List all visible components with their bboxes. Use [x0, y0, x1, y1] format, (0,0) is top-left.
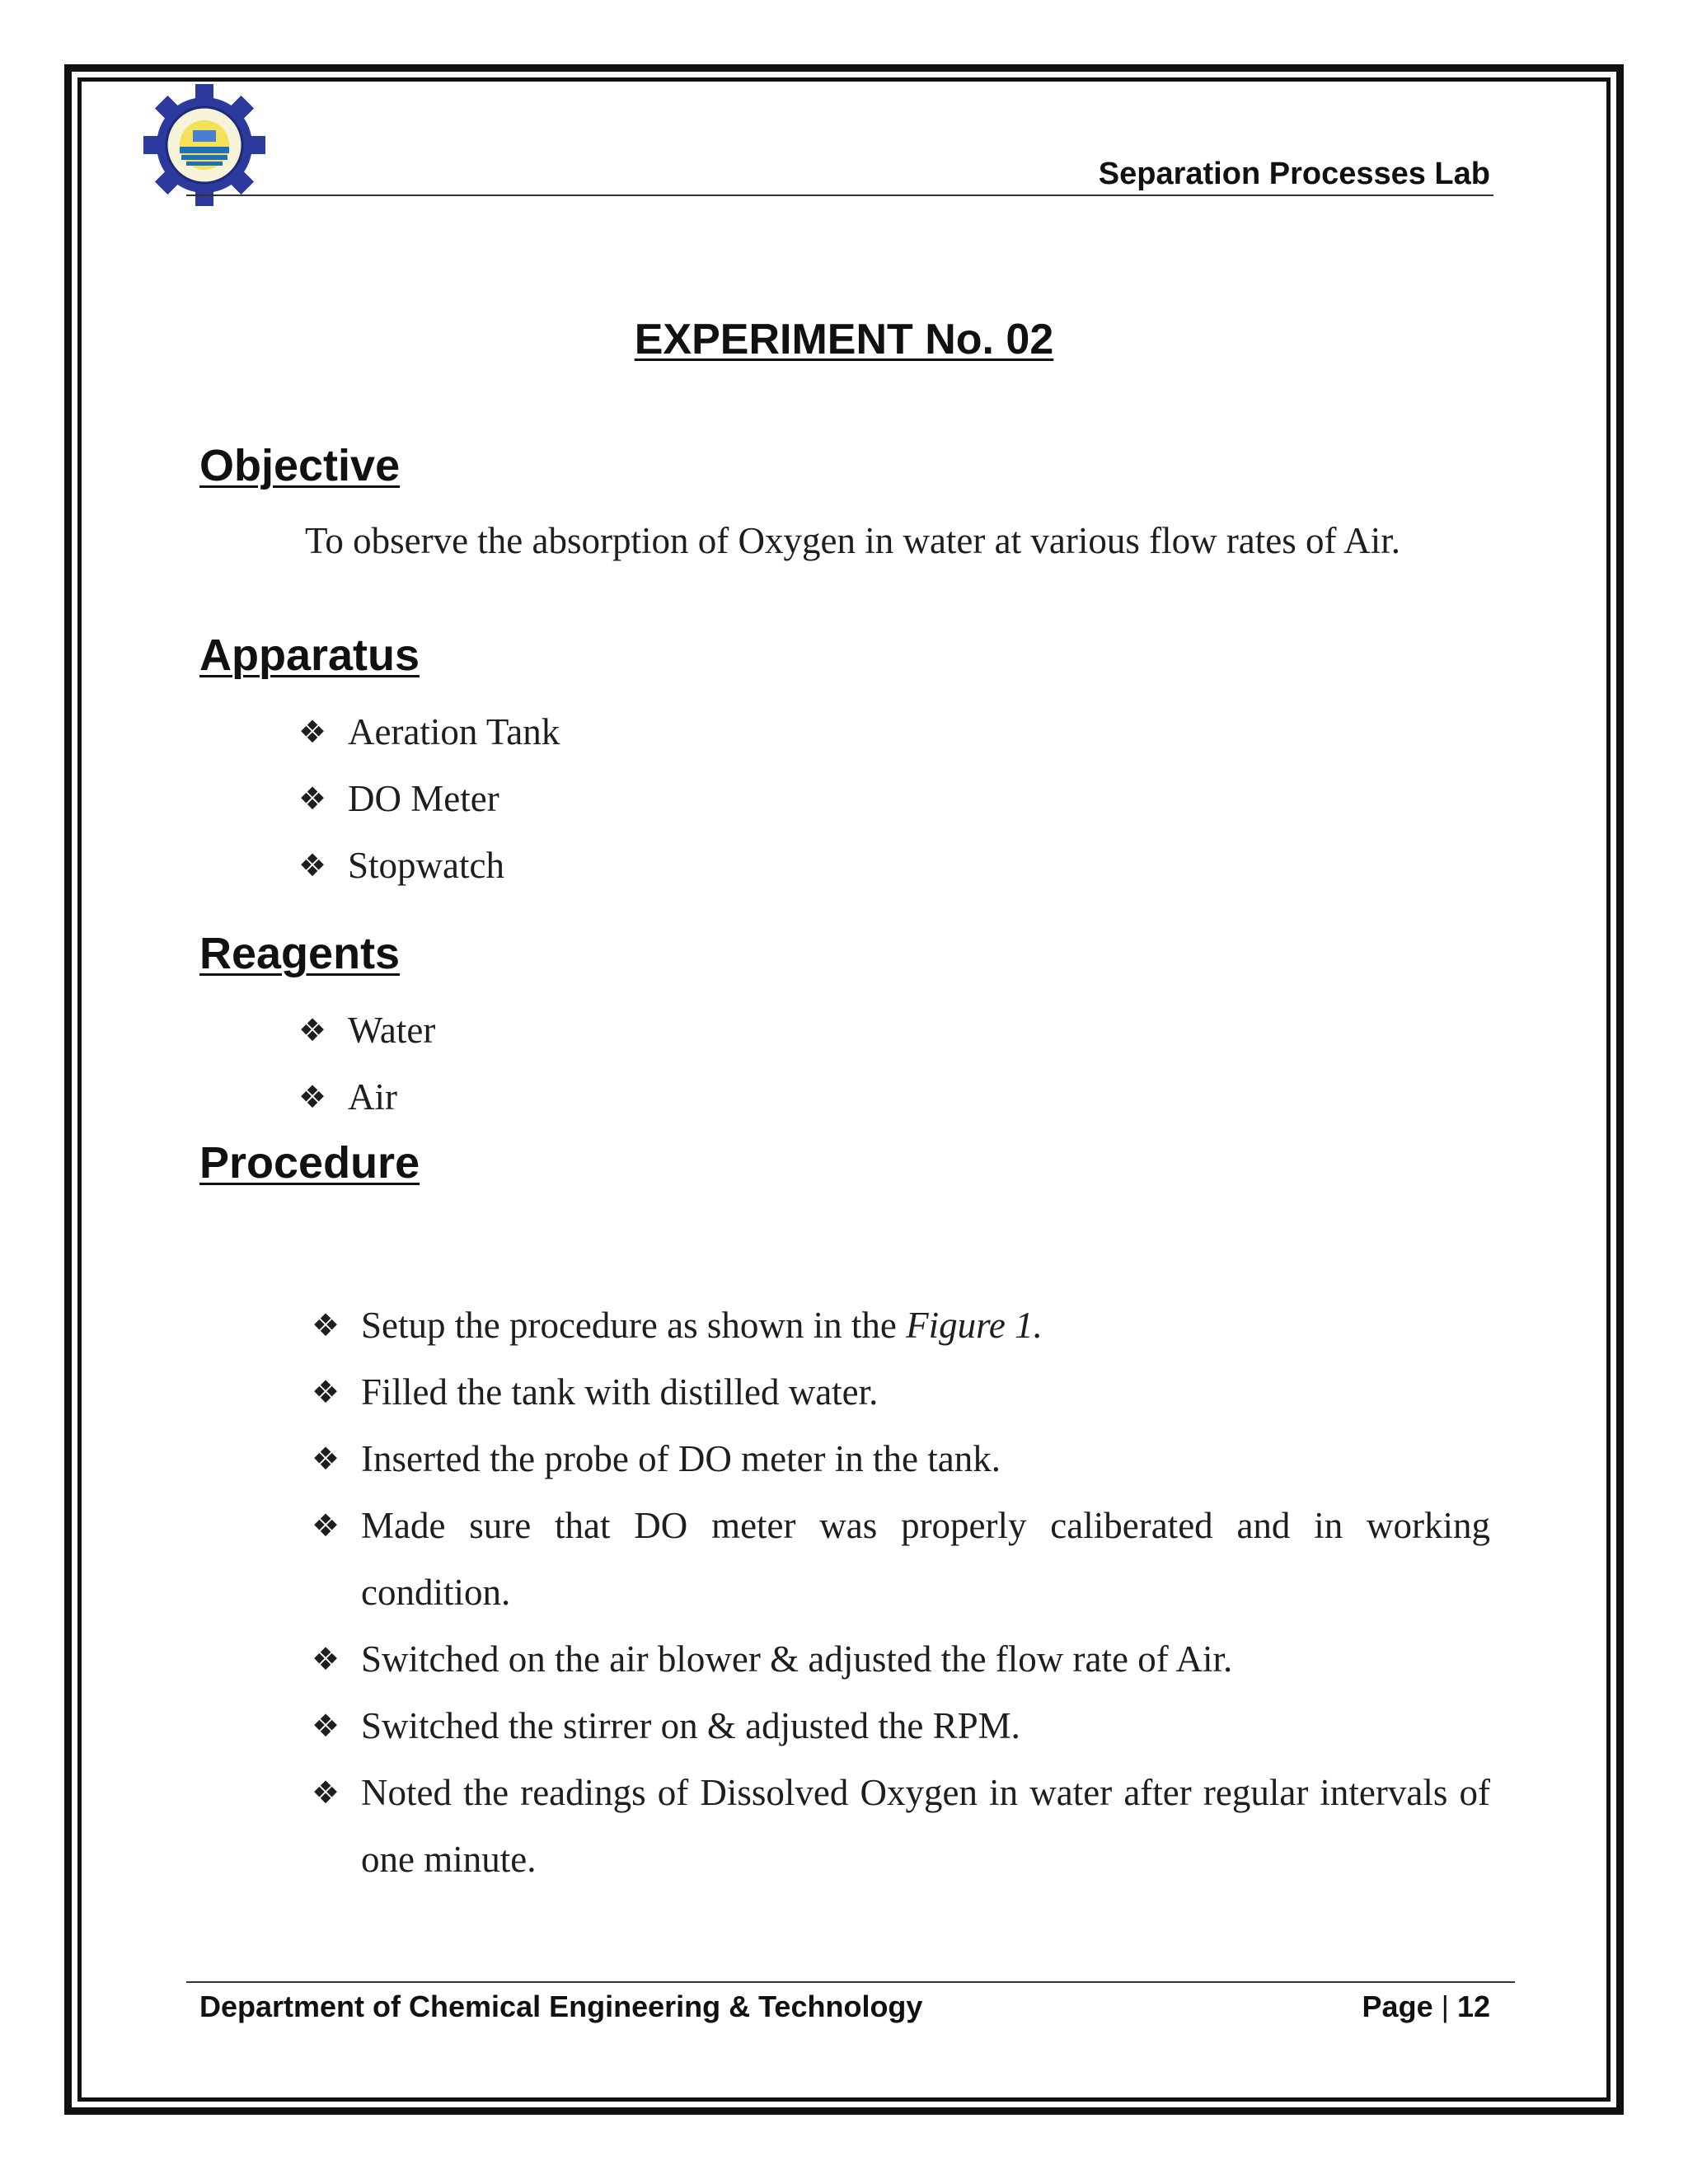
reagents-list [298, 997, 435, 1131]
university-logo-icon [142, 82, 267, 208]
page-number-footer [1362, 1990, 1490, 2024]
header-divider [186, 194, 1493, 196]
figure-reference: Figure 1. [906, 1305, 1043, 1346]
list-item: ❖ Filled the tank with distilled water. [312, 1359, 1490, 1426]
lab-name-header: Separation Processes Lab [1098, 157, 1490, 191]
diamond-bullet-icon: ❖ [312, 1374, 340, 1410]
list-item: ❖ Air [298, 1064, 435, 1131]
diamond-bullet-icon: ❖ [312, 1708, 340, 1744]
diamond-bullet-icon: ❖ [312, 1774, 340, 1811]
apparatus-heading: Apparatus [199, 630, 420, 680]
page-label: Page [1362, 1990, 1433, 2023]
list-item: ❖ Noted the readings of Dissolved Oxygen in water after regular intervals of one minute. [312, 1760, 1490, 1893]
objective-text: To observe the absorption of Oxygen in water at various flow rates of Air. [305, 520, 1401, 561]
diamond-bullet-icon: ❖ [298, 714, 327, 750]
apparatus-list [298, 699, 560, 899]
list-item: ❖ Stopwatch [298, 832, 560, 899]
diamond-bullet-icon: ❖ [298, 1012, 327, 1048]
list-item: ❖ Switched on the air blower & adjusted the flow rate of Air. [312, 1626, 1490, 1693]
objective-heading: Objective [199, 441, 401, 490]
diamond-bullet-icon: ❖ [312, 1507, 340, 1544]
list-item: ❖ Switched the stirrer on & adjusted the RPM. [312, 1693, 1490, 1760]
list-item: ❖ Inserted the probe of DO meter in the tank. [312, 1426, 1490, 1493]
list-item: ❖ Setup the procedure as shown in the Figure 1. [312, 1292, 1490, 1359]
list-item: ❖ Water [298, 997, 435, 1064]
diamond-bullet-icon: ❖ [312, 1307, 340, 1343]
diamond-bullet-icon: ❖ [312, 1441, 340, 1477]
experiment-title: EXPERIMENT No. 02 [634, 316, 1054, 363]
footer-divider [186, 1981, 1515, 1983]
diamond-bullet-icon: ❖ [298, 1079, 327, 1115]
page-number: 12 [1456, 1990, 1490, 2023]
page-separator: | [1441, 1990, 1449, 2023]
department-footer: Department of Chemical Engineering & Technology [199, 1990, 923, 2023]
list-item: ❖ DO Meter [298, 766, 560, 832]
list-item: ❖ Aeration Tank [298, 699, 560, 766]
diamond-bullet-icon: ❖ [312, 1641, 340, 1677]
list-item: ❖ Made sure that DO meter was properly caliberated and in working condition. [312, 1493, 1490, 1626]
diamond-bullet-icon: ❖ [298, 780, 327, 817]
diamond-bullet-icon: ❖ [298, 847, 327, 883]
procedure-list [312, 1292, 1490, 1893]
reagents-heading: Reagents [199, 929, 401, 978]
procedure-heading: Procedure [199, 1138, 420, 1188]
